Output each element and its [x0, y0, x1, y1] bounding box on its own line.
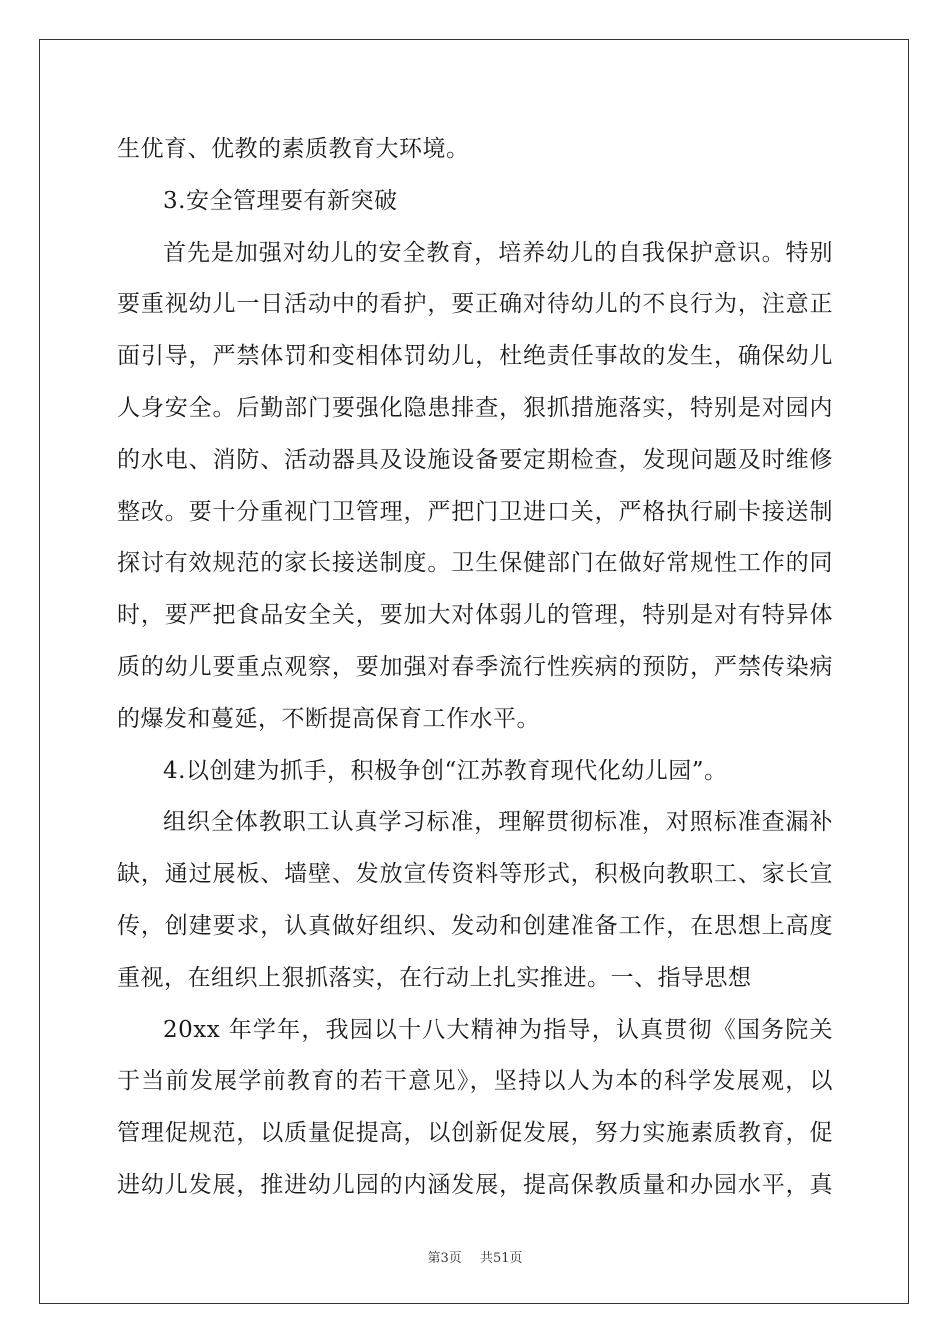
text-line: 的爆发和蔓延，不断提高保育工作水平。 — [117, 705, 540, 732]
page-footer — [0, 1247, 950, 1266]
text-line: 重视，在组织上狠抓落实，在行动上扎实推进。一、指导思想 — [117, 964, 752, 991]
text-line: 生优育、优教的素质教育大环境。 — [117, 136, 470, 162]
text-line: 要重视幼儿一日活动中的看护，要正确对待幼儿的不良行为，注意正 — [117, 291, 833, 318]
text-line: 质的幼儿要重点观察，要加强对春季流行性疾病的预防，严禁传染病 — [117, 653, 833, 680]
page-number: 第3页 — [427, 1251, 462, 1266]
document-body — [117, 124, 833, 1212]
text-line: 整改。要十分重视门卫管理，严把门卫进口关，严格执行刷卡接送制 — [117, 498, 833, 525]
total-pages: 共51页 — [479, 1251, 523, 1266]
text-line: 首先是加强对幼儿的安全教育，培养幼儿的自我保护意识。特别 — [163, 239, 833, 266]
text-line: 时，要严把食品安全关，要加大对体弱儿的管理，特别是对有特异体 — [117, 602, 833, 629]
text-line: 的水电、消防、活动器具及设施设备要定期检查，发现问题及时维修 — [117, 446, 833, 473]
text-line: 探讨有效规范的家长接送制度。卫生保健部门在做好常规性工作的同 — [117, 550, 833, 577]
text-line: 缺，通过展板、墙壁、发放宣传资料等形式，积极向教职工、家长宣 — [117, 861, 833, 888]
text-line: 面引导，严禁体罚和变相体罚幼儿，杜绝责任事故的发生，确保幼儿 — [117, 343, 833, 370]
text-line: 组织全体教职工认真学习标准，理解贯彻标准，对照标准查漏补 — [163, 809, 833, 836]
section-heading: 4.以创建为抓手，积极争创“江苏教育现代化幼儿园”。 — [163, 757, 728, 784]
section-heading: 3.安全管理要有新突破 — [163, 187, 398, 214]
text-line: 传，创建要求，认真做好组织、发动和创建准备工作，在思想上高度 — [117, 912, 833, 939]
text-line: 人身安全。后勤部门要强化隐患排查，狠抓措施落实，特别是对园内 — [117, 394, 833, 421]
text-line: 20xx 年学年，我园以十八大精神为指导，认真贯彻《国务院关 — [163, 1016, 833, 1043]
text-line: 于当前发展学前教育的若干意见》，坚持以人为本的科学发展观，以 — [117, 1068, 833, 1095]
text-line: 管理促规范，以质量促提高，以创新促发展，努力实施素质教育，促 — [117, 1120, 833, 1147]
text-line: 进幼儿发展，推进幼儿园的内涵发展，提高保教质量和办园水平，真 — [117, 1171, 833, 1198]
